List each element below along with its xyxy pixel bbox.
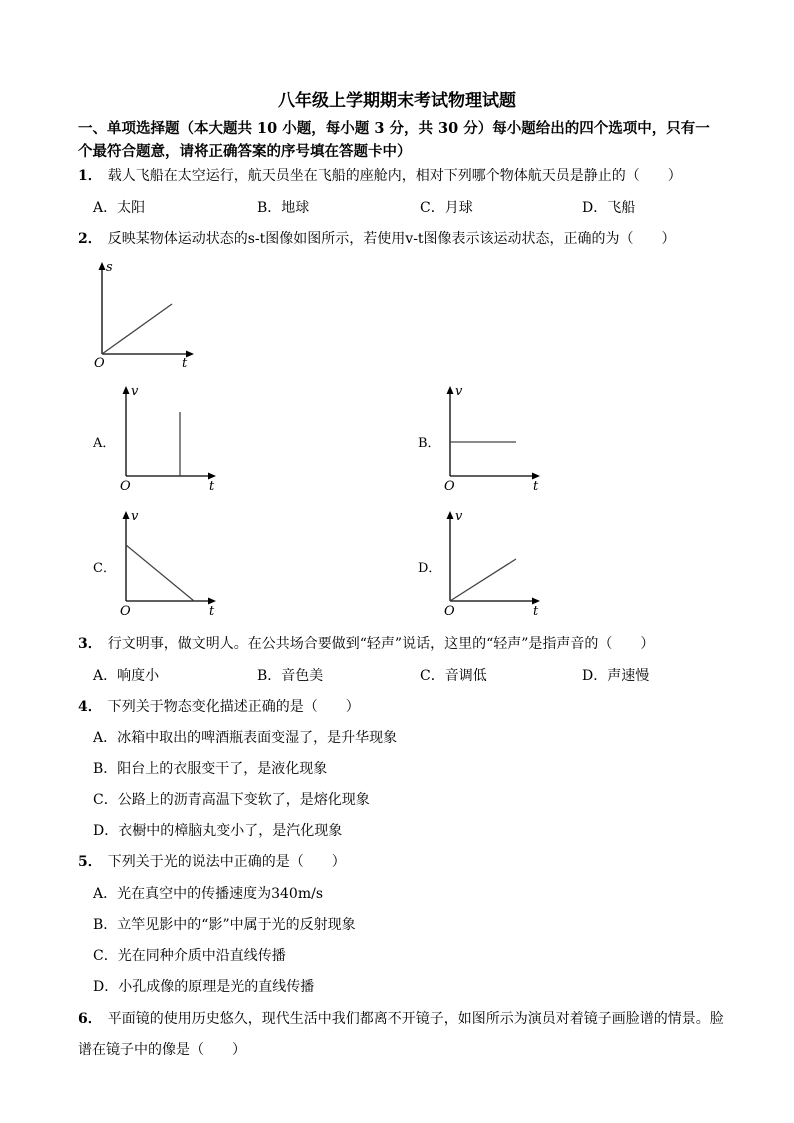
b-origin: O xyxy=(444,479,455,494)
b-x-label: t xyxy=(533,479,539,494)
q2-option-c: C． xyxy=(93,561,116,576)
q4-option-a: A．冰箱中取出的啤酒瓶表面变湿了，是升华现象 xyxy=(93,730,398,746)
st-line xyxy=(102,304,172,354)
question-6 xyxy=(78,1008,724,1028)
graph-c xyxy=(112,507,232,619)
question-number: 1． xyxy=(78,168,102,184)
question-5 xyxy=(78,851,346,871)
d-y-arrow xyxy=(447,511,454,519)
a-origin: O xyxy=(120,479,131,494)
q3-option-d: D．声速慢 xyxy=(582,668,650,684)
q5-option-b: B．立竿见影中的“影”中属于光的反射现象 xyxy=(93,917,356,933)
section-header-line2: 个最符合题意，请将正确答案的序号填在答题卡中） xyxy=(78,143,412,160)
b-y-arrow xyxy=(447,386,454,394)
c-origin: O xyxy=(120,604,131,619)
q1-option-a: A．太阳 xyxy=(93,200,146,216)
c-x-label: t xyxy=(209,604,215,619)
question-1 xyxy=(78,165,682,185)
d-line xyxy=(450,559,516,601)
q4-option-b: B．阳台上的衣服变干了，是液化现象 xyxy=(93,761,328,777)
question-2 xyxy=(78,228,676,248)
st-x-label: t xyxy=(182,356,188,370)
graph-a xyxy=(112,382,232,494)
question-text: 反映某物体运动状态的s-t图像如图所示，若使用v-t图像表示该运动状态，正确的为（ ） xyxy=(107,231,676,247)
graph-b xyxy=(436,382,556,494)
q1-option-c: C．月球 xyxy=(420,200,473,216)
question-number: 5． xyxy=(78,854,102,870)
question-6-continued: 谱在镜子中的像是（ ） xyxy=(78,1042,246,1058)
q3-option-b: B．音色美 xyxy=(257,668,324,684)
q2-option-a: A． xyxy=(93,436,116,451)
q5-option-d: D．小孔成像的原理是光的直线传播 xyxy=(93,979,315,995)
c-y-label: v xyxy=(131,509,139,524)
a-x-label: t xyxy=(209,479,215,494)
q3-option-c: C．音调低 xyxy=(420,668,487,684)
q5-option-c: C．光在同种介质中沿直线传播 xyxy=(93,948,286,964)
q2-option-b: B． xyxy=(418,436,441,451)
question-text: 载人飞船在太空运行，航天员坐在飞船的座舱内，相对下列哪个物体航天员是静止的（ ） xyxy=(107,168,682,184)
question-4 xyxy=(78,696,360,716)
q1-option-b: B．地球 xyxy=(257,200,310,216)
d-origin: O xyxy=(444,604,455,619)
graph-d xyxy=(436,507,556,619)
q4-option-c: C．公路上的沥青高温下变软了，是熔化现象 xyxy=(93,792,370,808)
st-origin: O xyxy=(94,356,105,370)
c-line xyxy=(126,545,194,601)
d-y-label: v xyxy=(455,509,463,524)
question-number: 2． xyxy=(78,231,102,247)
question-text: 下列关于光的说法中正确的是（ ） xyxy=(107,854,346,870)
question-number: 4． xyxy=(78,699,102,715)
q1-option-d: D．飞船 xyxy=(582,200,636,216)
st-y-label: s xyxy=(106,260,113,275)
question-3 xyxy=(78,633,654,653)
q4-option-d: D．衣橱中的樟脑丸变小了，是汽化现象 xyxy=(93,823,343,839)
c-y-arrow xyxy=(123,511,130,519)
question-text: 平面镜的使用历史悠久，现代生活中我们都离不开镜子，如图所示为演员对着镜子画脸谱的情景。脸 xyxy=(107,1011,724,1027)
section-header xyxy=(78,117,758,163)
a-y-label: v xyxy=(131,384,139,399)
b-y-label: v xyxy=(455,384,463,399)
st-graph xyxy=(88,258,208,370)
d-x-label: t xyxy=(533,604,539,619)
question-text: 下列关于物态变化描述正确的是（ ） xyxy=(107,699,360,715)
question-number: 6． xyxy=(78,1011,102,1027)
a-y-arrow xyxy=(123,386,130,394)
question-number: 3． xyxy=(78,636,102,652)
page-title: 八年级上学期期末考试物理试题 xyxy=(278,91,516,111)
question-text: 行文明事，做文明人。在公共场合要做到“轻声”说话，这里的“轻声”是指声音的（ ） xyxy=(107,636,655,652)
q3-option-a: A．响度小 xyxy=(93,668,160,684)
st-y-arrow xyxy=(99,262,106,270)
q5-option-a: A．光在真空中的传播速度为340m/s xyxy=(93,886,324,902)
section-header-line1: 一、单项选择题（本大题共 10 小题，每小题 3 分，共 30 分）每小题给出的四个选项中，只有一 xyxy=(78,120,710,137)
q2-option-d: D． xyxy=(418,561,442,576)
